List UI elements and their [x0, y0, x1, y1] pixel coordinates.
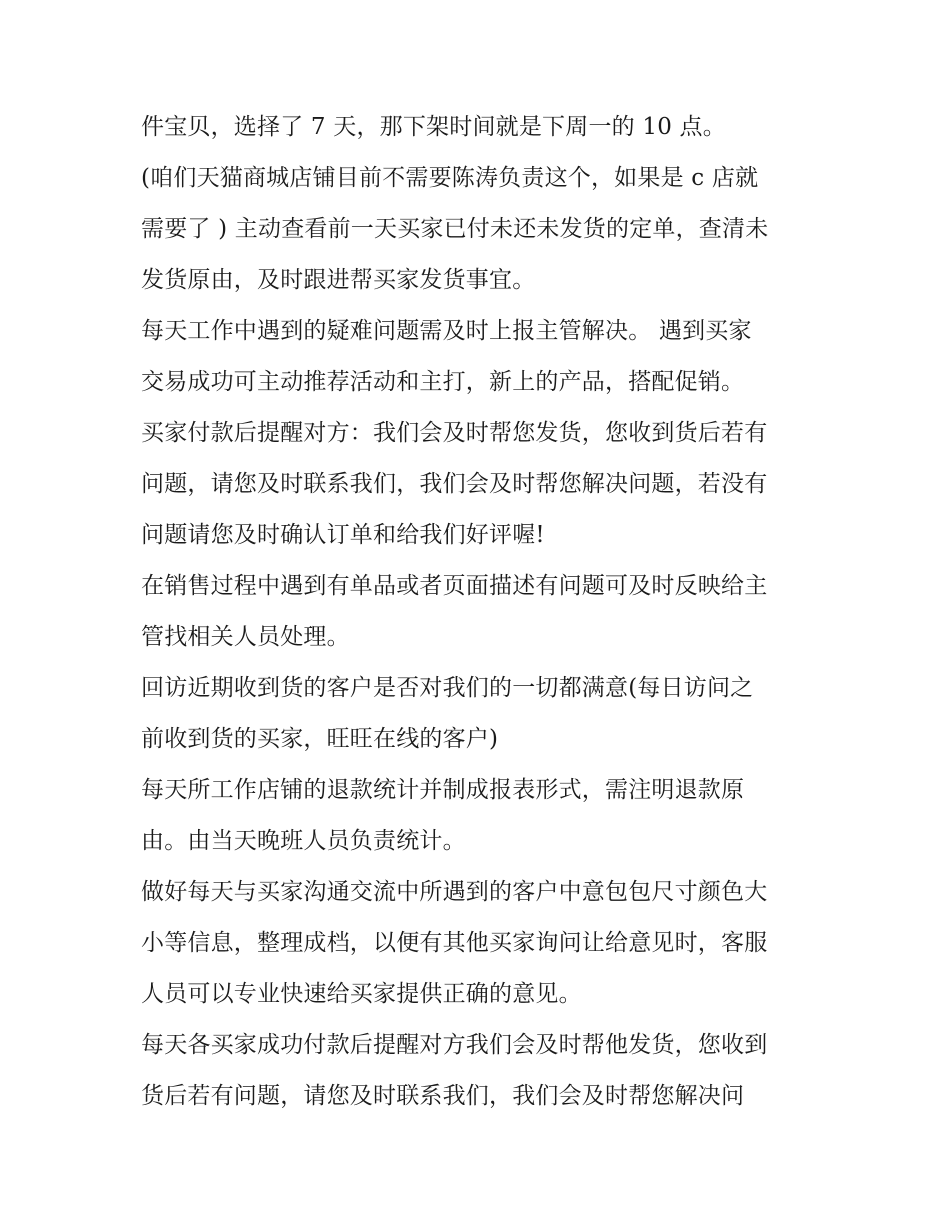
- text-line: 在销售过程中遇到有单品或者页面描述有问题可及时反映给主: [141, 573, 768, 599]
- text-line: 由。由当天晚班人员负责统计。: [141, 828, 466, 854]
- text-line: 每天工作中遇到的疑难问题需及时上报主管解决。 遇到买家: [141, 318, 752, 344]
- text-line: 货后若有问题，请您及时联系我们，我们会及时帮您解决问: [141, 1083, 745, 1109]
- text-line: 小等信息，整理成档，以便有其他买家询问让给意见时，客服: [141, 930, 768, 956]
- text-line: 交易成功可主动推荐活动和主打，新上的产品，搭配促销。: [141, 369, 745, 395]
- text-line: 人员可以专业快速给买家提供正确的意见。: [141, 981, 582, 1007]
- text-line: 做好每天与买家沟通交流中所遇到的客户中意包包尺寸颜色大: [141, 879, 768, 905]
- text-line: 每天各买家成功付款后提醒对方我们会及时帮他发货，您收到: [141, 1032, 768, 1058]
- text-line: 需要了 ) 主动查看前一天买家已付未还未发货的定单，查清未: [141, 216, 769, 242]
- text-line: 件宝贝，选择了 7 天，那下架时间就是下周一的 10 点。: [141, 114, 726, 140]
- text-line: 买家付款后提醒对方：我们会及时帮您发货，您收到货后若有: [141, 420, 768, 446]
- text-line: 回访近期收到货的客户是否对我们的一切都满意(每日访问之: [141, 675, 754, 701]
- text-line: 问题请您及时确认订单和给我们好评喔!: [141, 522, 545, 548]
- text-line: 前收到货的买家，旺旺在线的客户): [141, 726, 499, 752]
- text-line: 管找相关人员处理。: [141, 624, 350, 650]
- document-body: [141, 102, 821, 1122]
- text-line: 发货原由，及时跟进帮买家发货事宜。: [141, 267, 536, 293]
- text-line: 每天所工作店铺的退款统计并制成报表形式，需注明退款原: [141, 777, 745, 803]
- text-line: 问题，请您及时联系我们，我们会及时帮您解决问题，若没有: [141, 471, 768, 497]
- text-line: (咱们天猫商城店铺目前不需要陈涛负责这个，如果是 c 店就: [141, 165, 759, 191]
